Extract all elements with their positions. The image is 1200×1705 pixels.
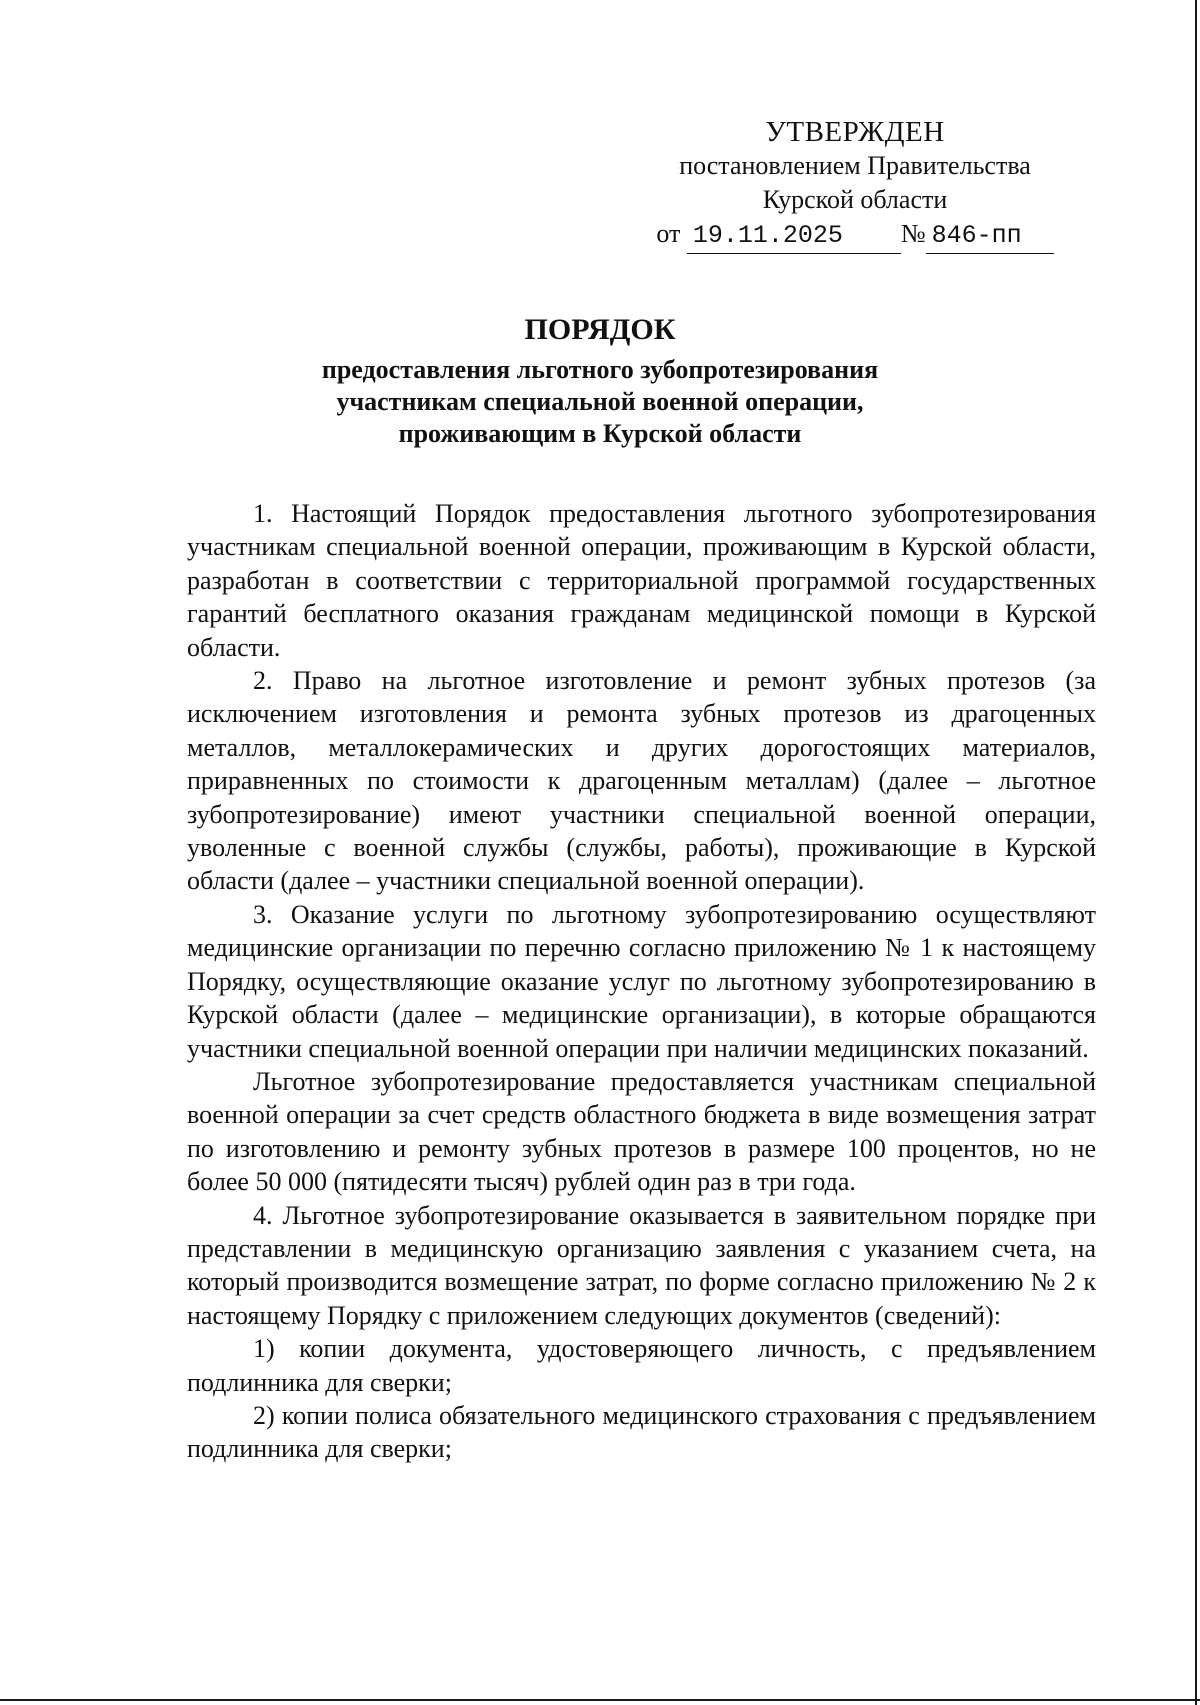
number-prefix: №	[900, 219, 926, 248]
paragraph-2: 2. Право на льготное изготовление и ремонт зубных протезов (за исключением изготовления и ремонта зубных протезов из драгоценных металлов, металлокерамических и других дорогостоящих материалов, приравненных по стоимости к драгоценным металлам) (далее – льготное зубопротезирование) имеют участники специальной военной операции, уволенные с военной службы (службы, работы), проживающие в Курской области (далее – участники специальной военной операции).	[187, 666, 1096, 896]
approval-date: 19.11.2025	[687, 219, 901, 254]
date-prefix: от	[656, 219, 681, 248]
scan-edge-right	[1195, 0, 1197, 1705]
approval-block	[640, 115, 1070, 254]
approval-number: 846-пп	[926, 219, 1054, 254]
document-body	[187, 497, 1096, 1466]
document-title	[0, 310, 1200, 450]
approval-line-2: Курской области	[762, 185, 948, 214]
list-item-2: 2) копии полиса обязательного медицинского страхования с предъявлением подлинника для сверки;	[187, 1400, 1096, 1464]
title-sub-line-1: предоставления льготного зубопротезирования	[321, 355, 879, 384]
list-item-1: 1) копии документа, удостоверяющего личность, с предъявлением подлинника для сверки;	[187, 1334, 1096, 1397]
paragraph-3-cont: Льготное зубопротезирование предоставляется участникам специальной военной операции за счет средств областного бюджета в виде возмещения затрат по изготовлению и ремонту зубных протезов в размере 100 процентов, но не более 50 000 (пятидесяти тысяч) рублей один раз в три года.	[187, 1066, 1096, 1197]
title-sub-line-2: участникам специальной военной операции,	[336, 387, 864, 416]
approval-dateline	[640, 217, 1070, 254]
paragraph-4: 4. Льготное зубопротезирование оказывается в заявительном порядке при представлении в медицинскую организацию заявления с указанием счета, на который производится возмещение затрат, по форме согласно приложению № 2 к настоящему Порядку с приложением следующих документов (сведений):	[187, 1200, 1096, 1330]
title-main: ПОРЯДОК	[524, 313, 676, 346]
scan-edge-bottom	[0, 1699, 1200, 1701]
paragraph-1: 1. Настоящий Порядок предоставления льготного зубопротезирования участникам специальной военной операции, проживающим в Курской области, разработан в соответствии с территориальной программой государственных гарантий бесплатного оказания гражданам медицинской помощи в Курской области.	[187, 499, 1096, 662]
title-sub-line-3: проживающим в Курской области	[398, 419, 802, 448]
paragraph-3: 3. Оказание услуги по льготному зубопротезированию осуществляют медицинские организации по перечню согласно приложению № 1 к настоящему Порядку, осуществляющие оказание услуг по льготному зубопротезированию в Курской области (далее – медицинские организации), в которые обращаются участники специальной военной операции при наличии медицинских показаний.	[187, 899, 1096, 1063]
approval-title: УТВЕРЖДЕН	[765, 116, 945, 148]
approval-line-1: постановлением Правительства	[679, 151, 1031, 180]
